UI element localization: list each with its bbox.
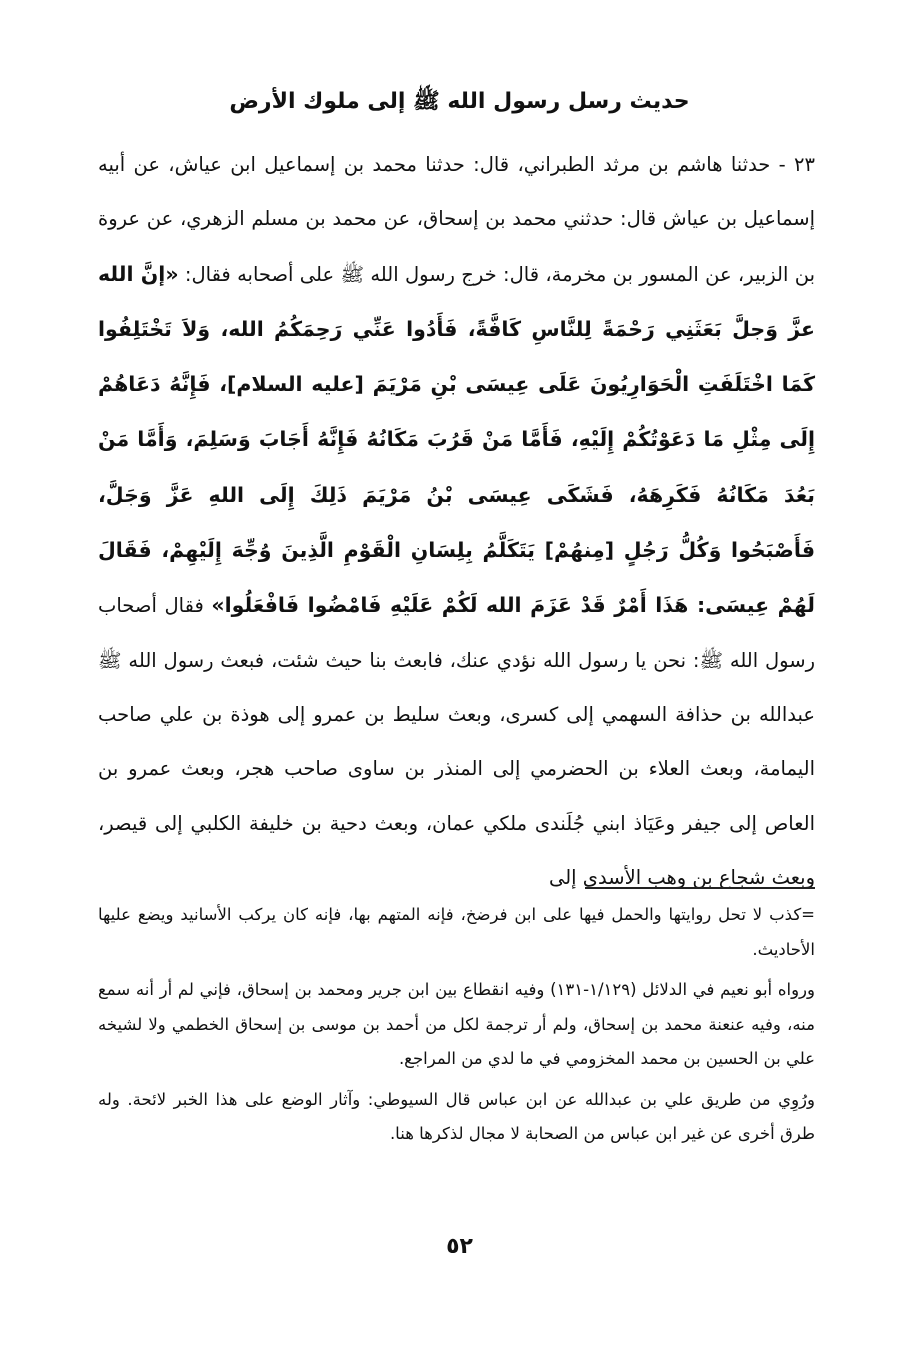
footnotes bbox=[98, 898, 815, 1158]
page-number: ٥٢ bbox=[446, 1234, 473, 1259]
footnote-paragraph: =كذب لا تحل روايتها والحمل فيها على ابن فرضخ، فإنه المتهم بها، فإنه كان يركب الأسانيد ويضع عليها الأحاديث. bbox=[98, 905, 815, 959]
footnote-divider bbox=[585, 887, 815, 889]
footnote-paragraph: ورُوِي من طريق علي بن عبدالله عن ابن عباس قال السيوطي: وآثار الوضع على هذا الخبر لائحة. وله طرق أخرى عن غير ابن عباس من الصحابة لا مجال لذكرها هنا. bbox=[98, 1089, 815, 1143]
hadith-quote: «إنَّ الله عزَّ وَجلَّ بَعَثَنِي رَحْمَةً لِلنَّاسِ كَافَّةً، فَأَدُوا عَنِّي رَحِمَكُمُ الله، وَلاَ تَخْتَلِفُوا كَمَا اخْتَلَفَتِ الْحَوَارِيُونَ عَلَى عِيسَى بْنِ مَرْيَمَ [عليه السلام]، فَإِنَّهُ دَعَاهُمْ إِلَى مِثْلِ مَا دَعَوْتُكُمْ إِلَيْهِ، فَأَمَّا مَنْ قَرُبَ مَكَانُهُ فَإِنَّهُ أَجَابَ وَسَلِمَ، وَأَمَّا مَنْ بَعُدَ مَكَانُهُ فَكَرِهَهُ، فَشَكَى عِيسَى بْنُ مَرْيَمَ ذَلِكَ إِلَى اللهِ عَزَّ وَجَلَّ، فَأَصْبَحُوا وَكُلُّ رَجُلٍ [مِنهُمْ] يَتَكَلَّمُ بِلِسَانِ الْقَوْمِ الَّذِينَ وُجِّهَ إِلَيْهِمْ، فَقَالَ لَهُمْ عِيسَى: هَذَا أَمْرٌ قَدْ عَزَمَ الله لَكُمْ عَلَيْهِ فَامْضُوا فَافْعَلُوا» bbox=[98, 261, 815, 618]
footnote-paragraph: ورواه أبو نعيم في الدلائل (١/١٢٩-١٣١) وفيه انقطاع بين ابن جرير ومحمد بن إسحاق، فإني لم أر أنه سمع منه، وفيه عنعنة محمد بن إسحاق، ولم أر ترجمة لكل من أحمد بن موسى بن إسحاق الخطمي ولا لشيخه علي بن الحسين بن محمد المخزومي في ما لدي من المراجع. bbox=[98, 980, 815, 1068]
hadith-continuation: فقال أصحاب رسول الله ﷺ: نحن يا رسول الله نؤدي عنك، فابعث بنا حيث شئت، فبعث رسول الله ﷺ عبدالله بن حذافة السهمي إلى كسرى، وبعث سليط بن عمرو إلى هوذة بن علي صاحب اليمامة، وبعث العلاء بن الحضرمي إلى المنذر بن ساوى صاحب هجر، وبعث عمرو بن العاص إلى جيفر وعَيَاذ ابني جُلَندى ملكي عمان، وبعث دحية بن خليفة الكلبي إلى قيصر، وبعث شجاع بن وهب الأسدي إلى bbox=[98, 594, 815, 889]
hadith-chain: ٢٣ - حدثنا هاشم بن مرثد الطبراني، قال: حدثنا محمد بن إسماعيل ابن عياش، عن أبيه إسماعيل بن عياش قال: حدثني محمد بن إسحاق، عن محمد بن مسلم الزهري، عن عروة بن الزبير، عن المسور بن مخرمة، قال: خرج رسول الله ﷺ على أصحابه فقال: bbox=[98, 153, 815, 286]
hadith-text bbox=[98, 138, 815, 905]
page-title: حديث رسل رسول الله ﷺ إلى ملوك الأرض bbox=[229, 89, 690, 114]
